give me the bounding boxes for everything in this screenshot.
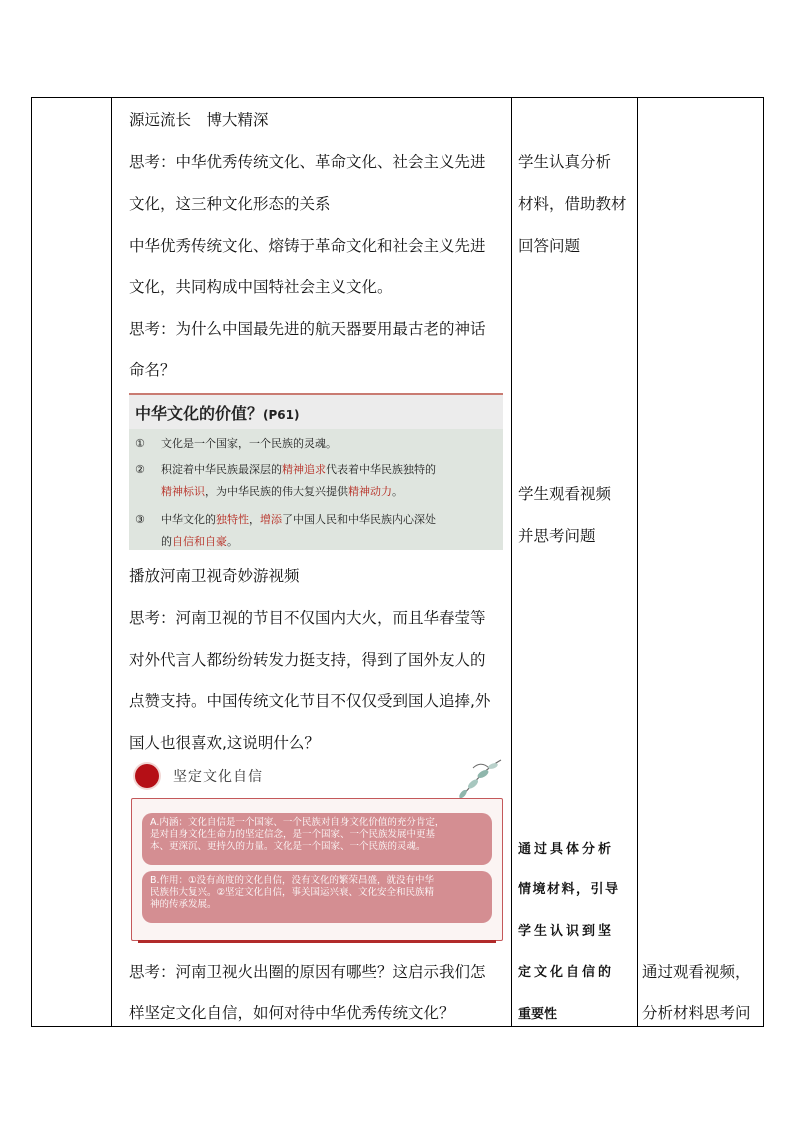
content-line: 命名？ [129, 361, 176, 379]
meaning-pill: A.内涵：文化自信是一个国家、一个民族对自身文化价值的充分肯定， 是对自身文化生命力的坚定信念，是一个国家、一个民族发展中更基 本、更深沉、更持久的力量。文化是一个国家、一个民族的灵魂。 [142, 813, 492, 865]
content-line: 文化，共同构成中国特社会主义文化。 [129, 278, 393, 296]
intent-line: 分析材料思考问 [642, 1004, 751, 1022]
column-divider [637, 98, 638, 1026]
culture-value-card [129, 393, 503, 550]
cultural-confidence-card [131, 798, 503, 941]
card-item: ③ 中华文化的独特性，增添了中国人民和中华民族内心深处 [135, 513, 436, 526]
lesson-table [31, 97, 764, 1027]
content-line: 对外代言人都纷纷转发力挺支持，得到了国外友人的 [129, 651, 486, 669]
goal-line: 学生认识到坚 [518, 924, 615, 939]
content-line: 思考：中华优秀传统文化、革命文化、社会主义先进 [129, 153, 486, 171]
card-item: 的自信和自豪。 [161, 535, 238, 548]
content-line: 思考：河南卫视的节目不仅国内大火，而且华春莹等 [129, 609, 486, 627]
card-item: 精神标识，为中华民族的伟大复兴提供精神动力。 [161, 485, 403, 498]
card-item: ② 积淀着中华民族最深层的精神追求代表着中华民族独特的 [135, 463, 436, 476]
goal-line: 重要性 [518, 1007, 558, 1022]
role-pill: B.作用：①没有高度的文化自信，没有文化的繁荣昌盛，就没有中华 民族伟大复兴。②坚定文化自信，事关国运兴衰、文化安全和民族精 神的传承发展。 [142, 871, 492, 923]
activity-line: 材料，借助教材 [518, 195, 627, 213]
section-header [129, 762, 503, 792]
red-circle-icon [135, 764, 159, 788]
activity-line: 学生认真分析 [518, 153, 612, 171]
content-line: 思考：为什么中国最先进的航天器要用最古老的神话 [129, 320, 486, 338]
goal-line: 情境材料，引导 [518, 882, 620, 897]
intent-line: 通过观看视频， [642, 963, 751, 981]
content-line: 样坚定文化自信，如何对待中华优秀传统文化？ [129, 1004, 455, 1022]
student-activity-column [518, 98, 632, 1026]
content-line: 思考：河南卫视火出圈的原因有哪些？这启示我们怎 [129, 963, 486, 981]
card-item: ① 文化是一个国家，一个民族的灵魂。 [135, 437, 337, 450]
content-line: 文化，这三种文化形态的关系 [129, 195, 331, 213]
goal-line: 定文化自信的 [518, 965, 615, 980]
content-line: 播放河南卫视奇妙游视频 [129, 567, 300, 585]
section-title: 坚定文化自信 [173, 769, 263, 785]
goal-line: 通过具体分析 [518, 842, 615, 857]
activity-line: 并思考问题 [518, 527, 596, 545]
content-line: 点赞支持。中国传统文化节目不仅仅受到国人追捧,外 [129, 692, 491, 710]
card-underline [138, 940, 496, 943]
design-intent-column [642, 98, 764, 1026]
content-line: 国人也很喜欢,这说明什么？ [129, 734, 320, 752]
activity-line: 回答问题 [518, 237, 581, 255]
card-body [129, 429, 503, 550]
column-divider [511, 98, 512, 1026]
content-column [129, 98, 505, 1026]
content-line: 源远流长 博大精深 [129, 111, 269, 129]
activity-line: 学生观看视频 [518, 485, 612, 503]
card-title: 中华文化的价值？(P61) [135, 404, 300, 423]
content-line: 中华优秀传统文化、熔铸于革命文化和社会主义先进 [129, 237, 486, 255]
column-divider [111, 98, 112, 1026]
